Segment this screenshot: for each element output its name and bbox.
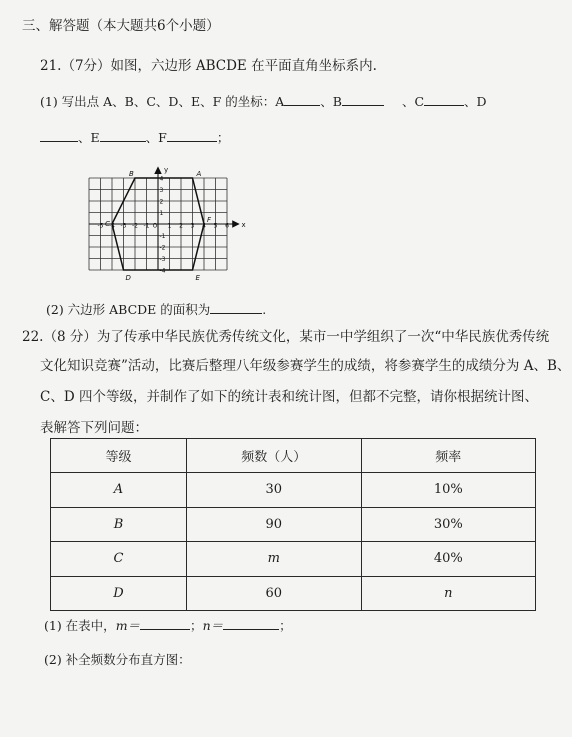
x-tick-label: -5 <box>97 222 104 230</box>
y-tick-label: 2 <box>159 198 164 206</box>
q21-stem: 21.（7分）如图，六边形 ABCDE 在平面直角坐标系内. <box>40 58 377 74</box>
x-tick-label: -4 <box>109 222 115 230</box>
answer-blank-area[interactable] <box>210 301 262 314</box>
x-axis-arrow <box>233 221 239 227</box>
q21-part1-e-label: 、E <box>78 130 100 145</box>
y-tick-label: -2 <box>159 244 166 252</box>
answer-blank-a[interactable] <box>284 93 320 106</box>
answer-blank-n[interactable] <box>223 617 279 630</box>
y-axis-arrow <box>155 168 161 174</box>
x-tick-label: 3 <box>190 222 195 230</box>
header-rate: 频率 <box>361 439 535 473</box>
point-label-c: C <box>105 220 110 228</box>
y-tick-label: -1 <box>159 233 166 240</box>
q21-part2-end: . <box>262 302 267 317</box>
q22-sub1-m: m＝ <box>115 618 141 633</box>
x-tick-label: -3 <box>120 222 127 230</box>
cell-grade: A <box>51 473 187 508</box>
x-tick-label: -2 <box>132 222 138 230</box>
x-tick-label: O <box>152 222 158 230</box>
y-tick-label: 3 <box>159 187 164 194</box>
answer-blank-e[interactable] <box>100 129 146 142</box>
header-grade: 等级 <box>51 439 187 473</box>
q22-line4: 表解答下列问题： <box>40 420 148 436</box>
q22-sub1-sep: ； <box>190 618 203 633</box>
point-label-b: B <box>129 170 134 178</box>
y-tick-label: -4 <box>159 267 166 275</box>
q22-sub1-label: (1) 在表中， <box>44 618 116 633</box>
cell-count: 90 <box>186 507 361 542</box>
x-tick-label: 4 <box>202 222 206 230</box>
table-row <box>51 473 536 508</box>
q21-part1-line2 <box>40 128 229 146</box>
q21-part1-a-label: (1) 写出点 A、B、C、D、E、F 的坐标：A <box>40 94 285 109</box>
q21-part1-end: ； <box>216 130 230 145</box>
x-tick-label: 5 <box>213 222 218 230</box>
x-tick-label: 2 <box>179 222 183 230</box>
table-row <box>51 576 536 611</box>
x-tick-label: -1 <box>143 222 150 230</box>
x-tick-label: 6 <box>225 222 229 230</box>
answer-blank-f[interactable] <box>167 129 217 142</box>
cell-grade: B <box>51 507 187 542</box>
cell-grade: C <box>51 542 187 577</box>
answer-blank-b[interactable] <box>342 93 384 106</box>
q22-sub1-n: n＝ <box>202 618 224 633</box>
q21-part1-c-label: 、C <box>401 94 425 109</box>
x-axis-label: x <box>241 221 246 229</box>
frequency-table <box>50 438 536 611</box>
answer-blank-m[interactable] <box>140 617 190 630</box>
answer-blank-d[interactable] <box>40 129 78 142</box>
y-axis-label: y <box>164 165 169 174</box>
q22-line1: 22.（8 分）为了传承中华民族优秀传统文化，某市一中学组织了一次“中华民族优秀传统 <box>22 329 550 345</box>
table-header-row <box>51 439 536 473</box>
hexagon-figure <box>84 160 264 285</box>
q21-part2 <box>46 300 266 318</box>
q21-part1-line1 <box>40 92 487 110</box>
y-tick-label: -3 <box>159 256 166 263</box>
answer-blank-c[interactable] <box>424 93 464 106</box>
q22-sub1-end: ； <box>279 618 292 633</box>
point-label-d: D <box>125 274 131 282</box>
table-row <box>51 542 536 577</box>
y-tick-label: 4 <box>159 175 164 183</box>
q21-part2-label: (2) 六边形 ABCDE 的面积为 <box>46 302 211 317</box>
cell-grade: D <box>51 576 187 611</box>
cell-rate: n <box>361 576 535 611</box>
coordinate-grid <box>84 160 264 285</box>
q22-line2: 文化知识竞赛”活动，比赛后整理八年级参赛学生的成绩，将参赛学生的成绩分为 A、B、 <box>40 358 571 374</box>
point-label-a: A <box>196 170 202 178</box>
section-header: 三、解答题（本大题共6个小题） <box>22 18 220 34</box>
x-tick-label: 1 <box>167 222 172 230</box>
cell-count: 30 <box>186 473 361 508</box>
header-frequency: 频数（人） <box>186 439 361 473</box>
y-tick-label: 1 <box>159 210 164 217</box>
q21-part1-f-label: 、F <box>145 130 167 145</box>
q22-sub1 <box>44 616 292 634</box>
cell-rate: 10% <box>361 473 535 508</box>
cell-rate: 30% <box>361 507 535 542</box>
q21-part1-b-label: 、B <box>320 94 342 109</box>
cell-count: 60 <box>186 576 361 611</box>
point-label-e: E <box>195 274 200 282</box>
point-label-f: F <box>207 216 212 224</box>
q21-part1-d-label: 、D <box>464 94 487 109</box>
table-row <box>51 507 536 542</box>
cell-count: m <box>186 542 361 577</box>
q22-line3: C、D 四个等级，并制作了如下的统计表和统计图，但都不完整，请你根据统计图、 <box>40 389 538 405</box>
q22-sub2: (2) 补全频数分布直方图： <box>44 652 191 667</box>
cell-rate: 40% <box>361 542 535 577</box>
